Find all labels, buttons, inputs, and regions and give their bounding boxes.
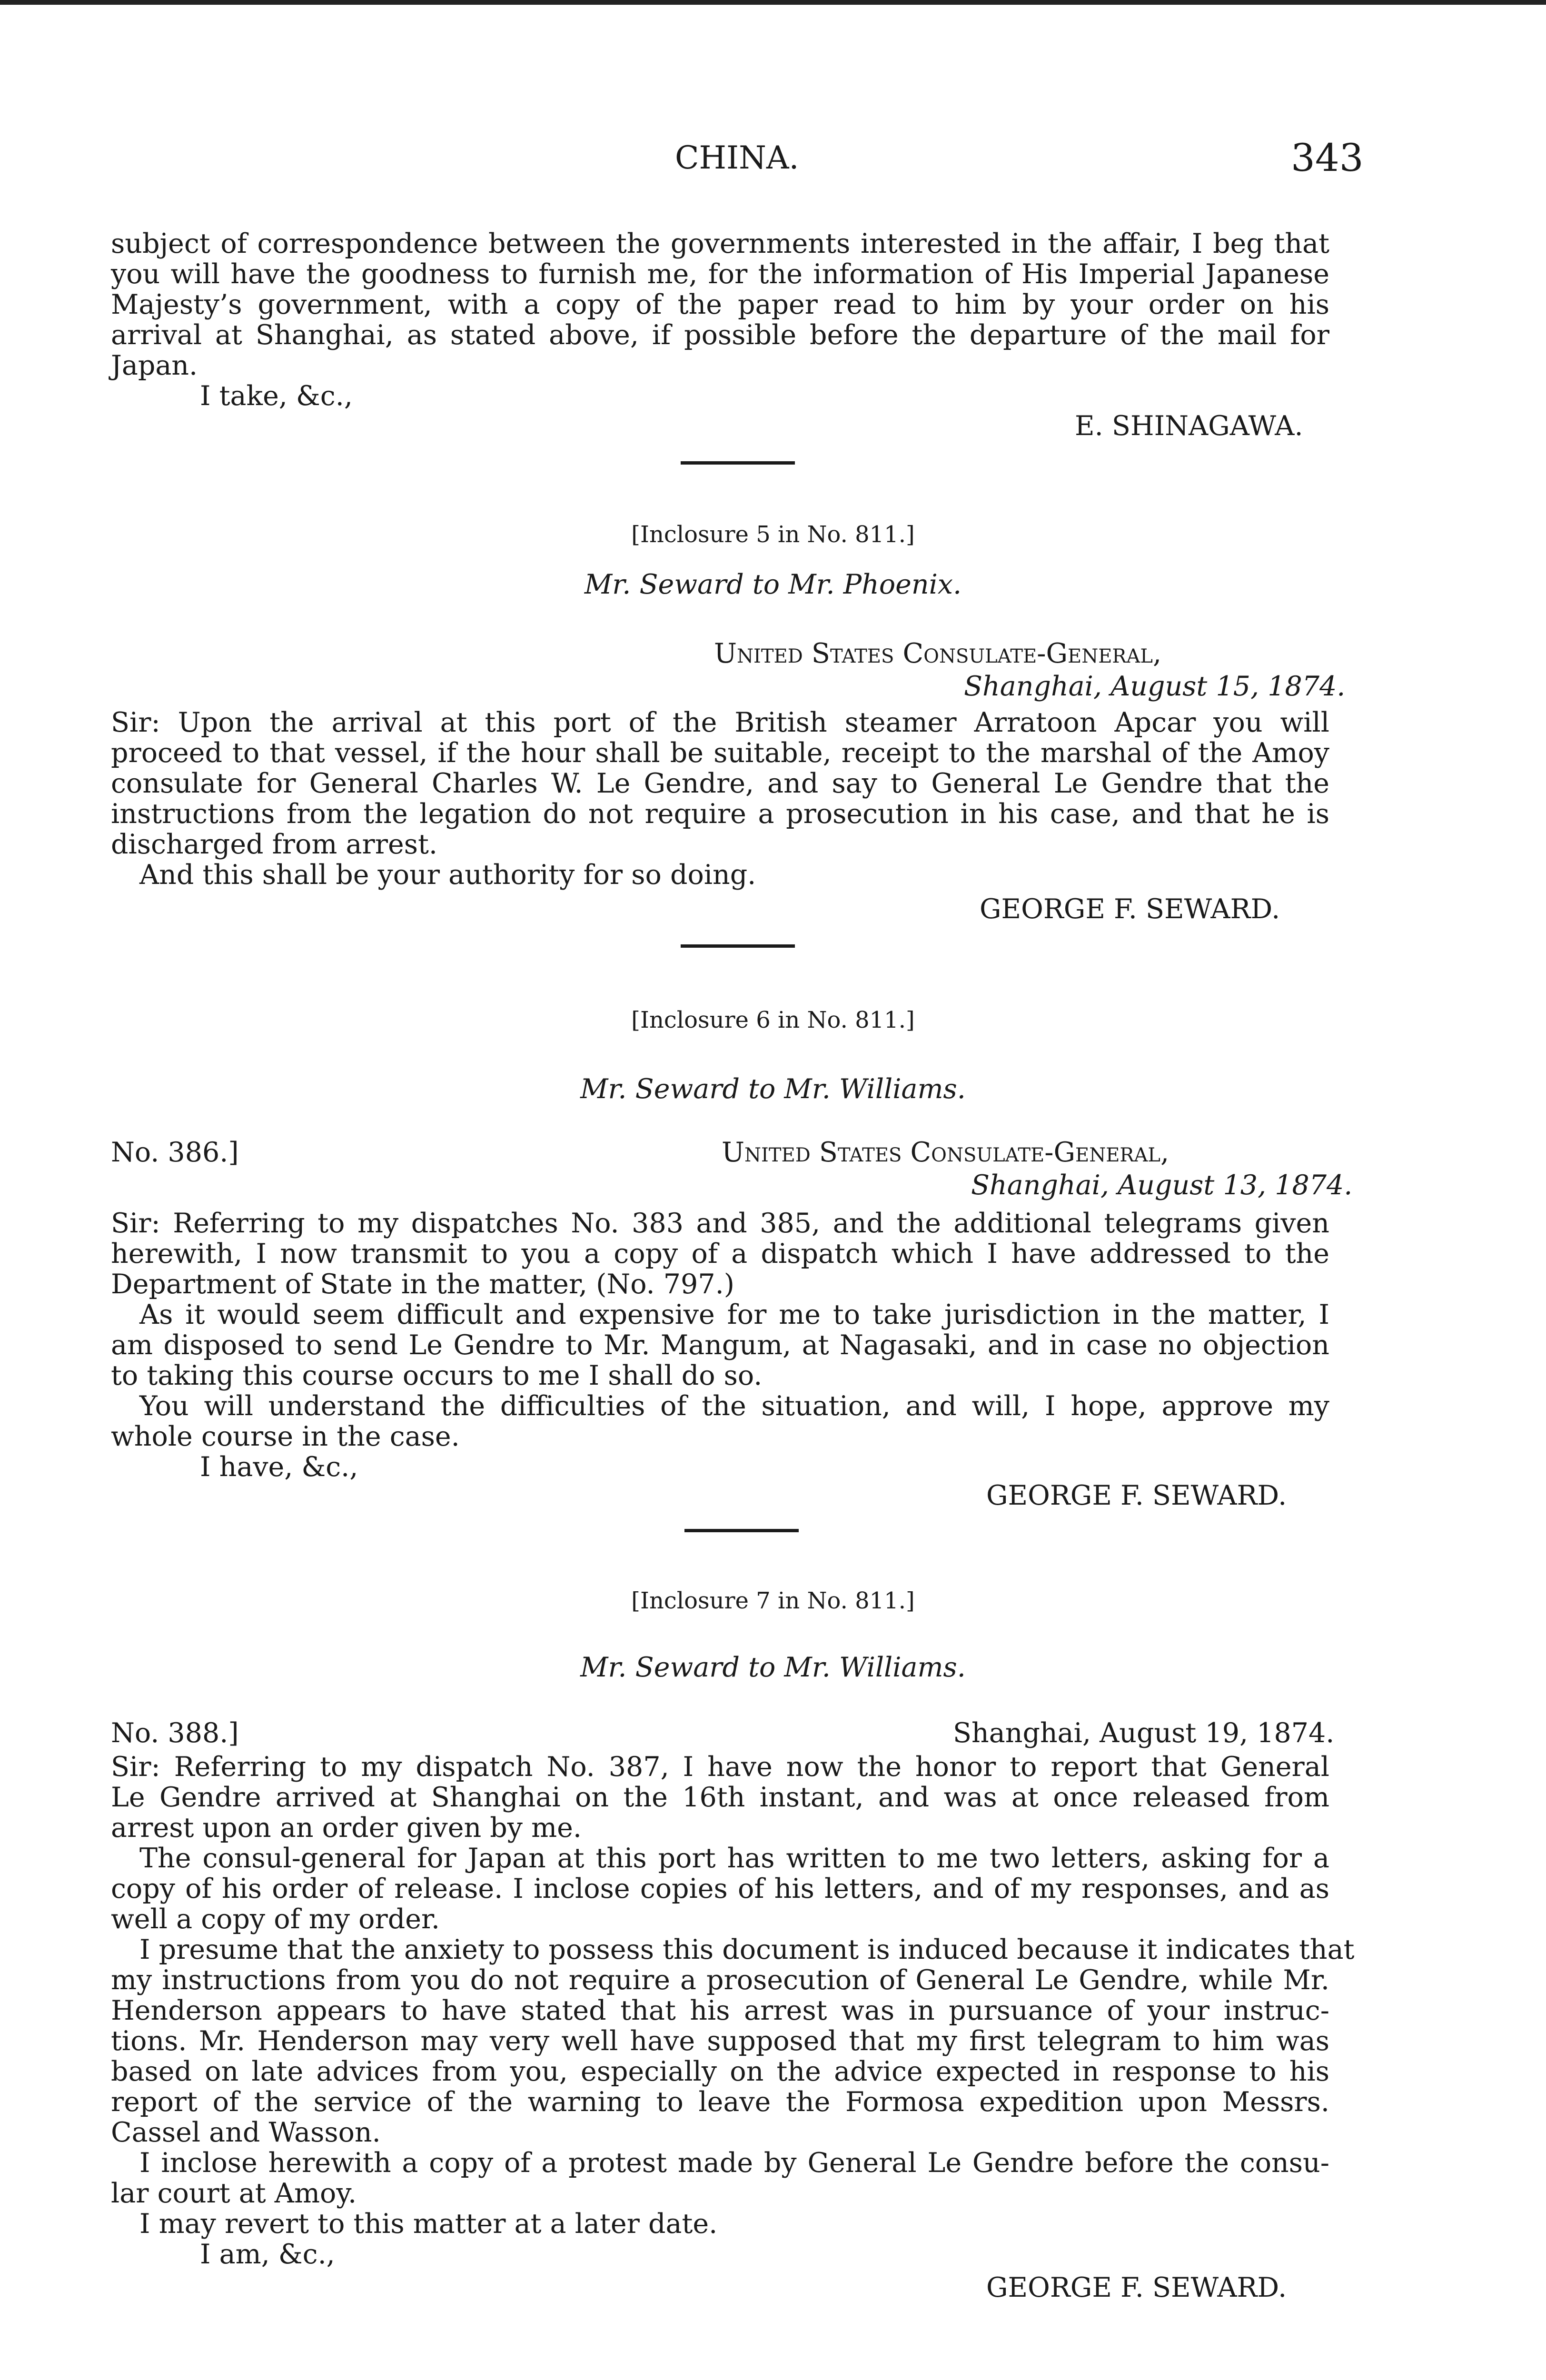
text-line: lar court at Amoy. — [111, 2178, 357, 2209]
text-line: based on late advices from you, especially on the advice expected in response to his — [111, 2056, 1329, 2087]
text-line: Sir: Upon the arrival at this port of the British steamer Arratoon Apcar you will — [111, 707, 1329, 738]
closing: I am, &c., — [200, 2239, 335, 2270]
text-line: well a copy of my order. — [111, 1904, 440, 1935]
text-line: And this shall be your authority for so doing. — [139, 859, 756, 891]
text-line: You will understand the difficulties of the situation, and will, I hope, approve my — [139, 1390, 1329, 1422]
signature: E. SHINAGAWA. — [1075, 410, 1303, 442]
text-line: Sir: Referring to my dispatches No. 383 and 385, and the additional telegrams given — [111, 1208, 1329, 1239]
text-line: discharged from arrest. — [111, 829, 437, 860]
text-line: I inclose herewith a copy of a protest made by General Le Gendre before the consu- — [139, 2147, 1329, 2179]
text-line: report of the service of the warning to leave the Formosa expedition upon Messrs. — [111, 2086, 1329, 2118]
text-line: Department of State in the matter, (No. 797.) — [111, 1269, 734, 1300]
sender-place: United States Consulate-General, — [722, 1137, 1169, 1168]
text-line: proceed to that vessel, if the hour shall be suitable, receipt to the marshal of the Amoy — [111, 737, 1329, 769]
text-line: whole course in the case. — [111, 1421, 460, 1452]
running-title: CHINA. — [675, 139, 799, 176]
text-line: herewith, I now transmit to you a copy of a dispatch which I have addressed to the — [111, 1238, 1329, 1269]
inclosure-label: [Inclosure 7 in No. 811.] — [631, 1587, 915, 1614]
text-line: Cassel and Wasson. — [111, 2117, 381, 2148]
letter-date: Shanghai, August 15, 1874. — [964, 671, 1346, 702]
text-line: I presume that the anxiety to possess this document is induced because it indicates that — [139, 1934, 1355, 1965]
text-line: consulate for General Charles W. Le Gendre, and say to General Le Gendre that the — [111, 768, 1329, 799]
text-line: my instructions from you do not require a prosecution of General Le Gendre, while Mr. — [111, 1964, 1329, 1996]
letter-title: Mr. Seward to Mr. Williams. — [580, 1073, 966, 1105]
text-line: subject of correspondence between the governments interested in the affair, I beg that — [111, 228, 1329, 259]
dispatch-number: No. 386.] — [111, 1137, 239, 1168]
page-number: 343 — [1291, 136, 1364, 180]
text-line: Japan. — [111, 350, 198, 381]
text-line: am disposed to send Le Gendre to Mr. Mangum, at Nagasaki, and in case no objection — [111, 1329, 1329, 1361]
section-divider — [684, 1529, 799, 1532]
text-line: As it would seem difficult and expensive for me to take jurisdiction in the matter, I — [139, 1299, 1329, 1330]
letter-title: Mr. Seward to Mr. Williams. — [580, 1652, 966, 1683]
text-line: Henderson appears to have stated that his arrest was in pursuance of your instruc- — [111, 1995, 1329, 2026]
closing: I have, &c., — [200, 1451, 358, 1483]
section-divider — [681, 944, 795, 948]
text-line: arrival at Shanghai, as stated above, if possible before the departure of the mail for — [111, 319, 1329, 351]
text-line: to taking this course occurs to me I shall do so. — [111, 1360, 763, 1391]
closing: I take, &c., — [200, 380, 353, 412]
letter-title: Mr. Seward to Mr. Phoenix. — [584, 569, 962, 600]
sender-place: United States Consulate-General, — [714, 638, 1162, 669]
text-line: Majesty’s government, with a copy of the paper read to him by your order on his — [111, 289, 1329, 320]
text-line: you will have the goodness to furnish me, for the information of His Imperial Japanese — [111, 258, 1329, 290]
signature: GEORGE F. SEWARD. — [980, 893, 1280, 925]
text-line: arrest upon an order given by me. — [111, 1812, 582, 1844]
section-divider — [681, 461, 795, 465]
text-line: The consul-general for Japan at this port has written to me two letters, asking for a — [139, 1843, 1329, 1874]
top-border — [0, 0, 1546, 5]
text-line: tions. Mr. Henderson may very well have supposed that my first telegram to him was — [111, 2025, 1329, 2057]
text-line: Sir: Referring to my dispatch No. 387, I have now the honor to report that General — [111, 1751, 1329, 1783]
letter-date: Shanghai, August 13, 1874. — [971, 1170, 1353, 1201]
inclosure-label: [Inclosure 6 in No. 811.] — [631, 1007, 915, 1033]
text-line: I may revert to this matter at a later date. — [139, 2208, 718, 2240]
dispatch-number: No. 388.] — [111, 1717, 239, 1749]
signature: GEORGE F. SEWARD. — [986, 2272, 1287, 2303]
letter-date: Shanghai, August 19, 1874. — [953, 1717, 1335, 1749]
text-line: Le Gendre arrived at Shanghai on the 16th instant, and was at once released from — [111, 1782, 1329, 1813]
signature: GEORGE F. SEWARD. — [986, 1480, 1287, 1511]
inclosure-label: [Inclosure 5 in No. 811.] — [631, 521, 915, 548]
text-line: copy of his order of release. I inclose copies of his letters, and of my responses, and as — [111, 1873, 1329, 1904]
text-line: instructions from the legation do not require a prosecution in his case, and that he is — [111, 798, 1329, 830]
